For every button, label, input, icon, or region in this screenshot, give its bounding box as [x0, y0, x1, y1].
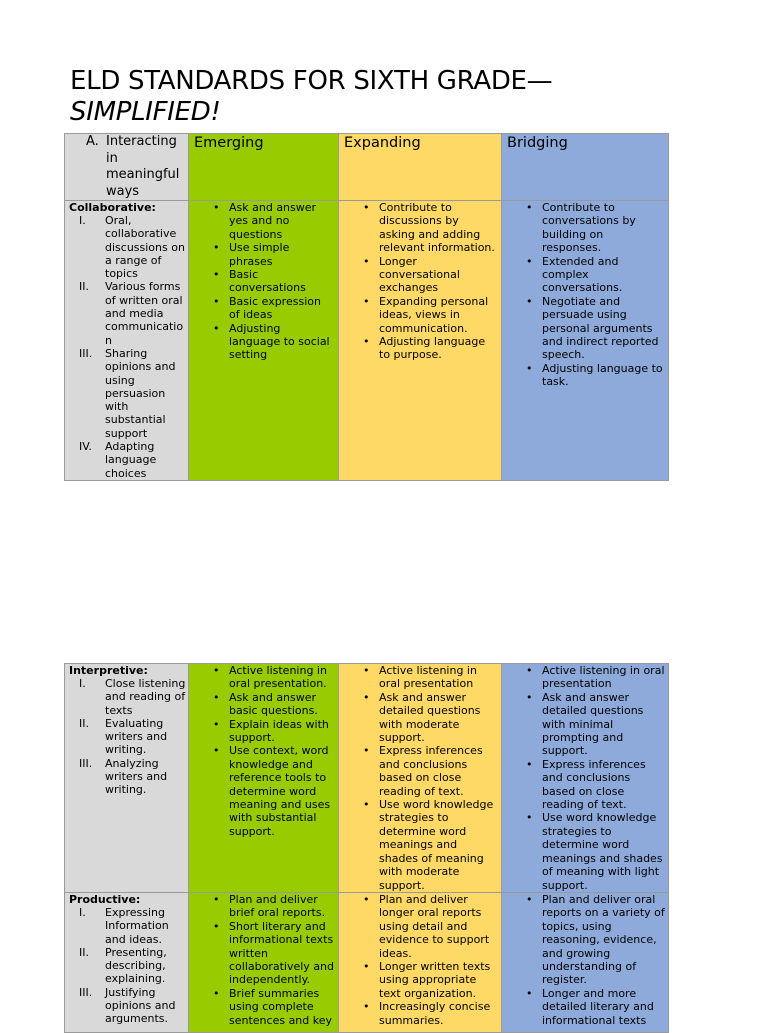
bullet-item: • Express inferences and conclusions based on close reading of text.	[502, 758, 665, 812]
list-item	[65, 717, 188, 757]
bullet-item: • Ask and answer detailed questions with minimal prompting and support.	[502, 691, 665, 758]
bullet-item: • Express inferences and conclusions based on close reading of text.	[339, 744, 498, 798]
bullet-item: • Basic expression of ideas	[189, 295, 335, 322]
roman-numeral: I.	[79, 905, 86, 919]
bullet-list	[189, 201, 338, 362]
roman-numeral: III.	[79, 756, 93, 770]
bullet-item: • Increasingly concise summaries.	[339, 1000, 498, 1027]
bullet-item: • Active listening in oral presentation	[339, 664, 498, 691]
list-item-text: Sharing opinions and using persuasion with substantial support	[105, 346, 176, 440]
list-item	[65, 677, 188, 717]
bullet-item: • Brief summaries using complete sentences and key	[189, 987, 335, 1027]
bullet-item: • Use simple phrases	[189, 241, 335, 268]
roman-numeral: III.	[79, 346, 93, 360]
mode-number: A.	[86, 134, 99, 149]
section-title: Interpretive:	[69, 664, 148, 677]
interpretive-expanding-cell	[339, 664, 502, 893]
bullet-item: • Adjusting language to social setting	[189, 322, 335, 362]
bullet-item: • Plan and deliver longer oral reports using detail and evidence to support ideas.	[339, 893, 498, 960]
bullet-item: • Longer written texts using appropriate text organization.	[339, 960, 498, 1000]
bullet-list	[189, 893, 338, 1027]
roman-numeral: II.	[79, 280, 89, 294]
section-title: Collaborative:	[69, 201, 156, 214]
page-title	[70, 66, 552, 128]
collaborative-mode-cell	[65, 201, 189, 481]
bullet-item: • Adjusting language to task.	[502, 362, 665, 389]
bullet-item: • Extended and complex conversations.	[502, 255, 665, 295]
list-item	[65, 214, 188, 280]
level-header-expanding: Expanding	[339, 134, 502, 201]
bullet-item: • Explain ideas with support.	[189, 718, 335, 745]
roman-numeral: III.	[79, 985, 93, 999]
collaborative-expanding-cell	[339, 201, 502, 481]
level-header-bridging: Bridging	[502, 134, 669, 201]
page-title-line1: ELD STANDARDS FOR SIXTH GRADE—	[70, 66, 553, 96]
bullet-item: • Ask and answer yes and no questions	[189, 201, 335, 241]
list-item	[65, 986, 188, 1026]
collaborative-row	[65, 201, 669, 481]
list-item	[65, 906, 188, 946]
bullet-item: • Longer conversational exchanges	[339, 255, 498, 295]
bullet-item: • Expanding personal ideas, views in communication.	[339, 295, 498, 335]
roman-list	[65, 677, 188, 797]
list-item	[65, 946, 188, 986]
list-item-text: Oral, collaborative discussions on a range of topics	[105, 214, 185, 281]
bullet-item: • Use word knowledge strategies to determine word meanings and shades of meaning with light support.	[502, 811, 665, 891]
list-item-text: Analyzing writers and writing.	[105, 756, 168, 797]
roman-list	[65, 214, 188, 480]
bullet-list	[502, 893, 668, 1027]
list-item-text: Expressing Information and ideas.	[105, 905, 169, 946]
productive-mode-cell	[65, 892, 189, 1032]
mode-header-cell	[65, 134, 189, 201]
bullet-list	[339, 664, 501, 892]
productive-emerging-cell	[189, 892, 339, 1032]
bullet-list	[502, 201, 668, 389]
list-item-text: Close listening and reading of texts	[105, 677, 186, 717]
roman-list	[65, 906, 188, 1026]
bullet-list	[339, 893, 501, 1027]
level-header-emerging: Emerging	[189, 134, 339, 201]
mode-header	[65, 134, 188, 200]
bullet-item: • Active listening in oral presentation	[502, 664, 665, 691]
productive-bridging-cell	[502, 892, 669, 1032]
list-item-text: Various forms of written oral and media communicatio n	[105, 280, 184, 347]
bullet-item: • Plan and deliver oral reports on a variety of topics, using reasoning, evidence, and growing understanding of register.	[502, 893, 665, 987]
bullet-item: • Ask and answer basic questions.	[189, 691, 335, 718]
roman-numeral: IV.	[79, 440, 92, 454]
eld-table-interpretive-productive	[64, 663, 669, 1033]
bullet-list	[189, 664, 338, 838]
bullet-list	[339, 201, 501, 362]
bullet-item: • Longer and more detailed literary and informational texts	[502, 987, 665, 1027]
bullet-item: • Adjusting language to purpose.	[339, 335, 498, 362]
bullet-item: • Basic conversations	[189, 268, 335, 295]
list-item	[65, 280, 188, 346]
bullet-item: • Plan and deliver brief oral reports.	[189, 893, 335, 920]
interpretive-row	[65, 664, 669, 893]
bullet-item: • Ask and answer detailed questions with moderate support.	[339, 691, 498, 745]
bullet-item: • Negotiate and persuade using personal arguments and indirect reported speech.	[502, 295, 665, 362]
section-title: Productive:	[69, 892, 141, 906]
list-item	[65, 440, 188, 480]
page-title-line2: SIMPLIFIED!	[70, 97, 221, 127]
bullet-item: • Use word knowledge strategies to determine word meanings and shades of meaning with moderate support.	[339, 798, 498, 892]
header-row	[65, 134, 669, 201]
bullet-item: • Use context, word knowledge and reference tools to determine word meaning and uses with substantial support.	[189, 744, 335, 838]
collaborative-emerging-cell	[189, 201, 339, 481]
list-item-text: Adapting language choices	[105, 440, 157, 480]
list-item	[65, 347, 188, 440]
bullet-item: • Contribute to conversations by building on responses.	[502, 201, 665, 255]
collaborative-bridging-cell	[502, 201, 669, 481]
list-item-text: Evaluating writers and writing.	[105, 716, 168, 757]
bullet-item: • Short literary and informational texts written collaboratively and independently.	[189, 920, 335, 987]
roman-numeral: II.	[79, 945, 89, 959]
mode-label: Interacting in meaningful ways	[106, 134, 180, 199]
roman-numeral: II.	[79, 716, 89, 730]
interpretive-bridging-cell	[502, 664, 669, 893]
bullet-item: • Contribute to discussions by asking and adding relevant information.	[339, 201, 498, 255]
eld-table-collaborative	[64, 133, 669, 481]
bullet-item: • Active listening in oral presentation.	[189, 664, 335, 691]
interpretive-mode-cell	[65, 664, 189, 893]
roman-numeral: I.	[79, 214, 86, 227]
interpretive-emerging-cell	[189, 664, 339, 893]
productive-expanding-cell	[339, 892, 502, 1032]
list-item-text: Presenting, describing, explaining.	[105, 945, 167, 986]
productive-row	[65, 892, 669, 1032]
list-item	[65, 757, 188, 797]
roman-numeral: I.	[79, 677, 86, 690]
bullet-list	[502, 664, 668, 892]
list-item-text: Justifying opinions and arguments.	[105, 985, 176, 1026]
